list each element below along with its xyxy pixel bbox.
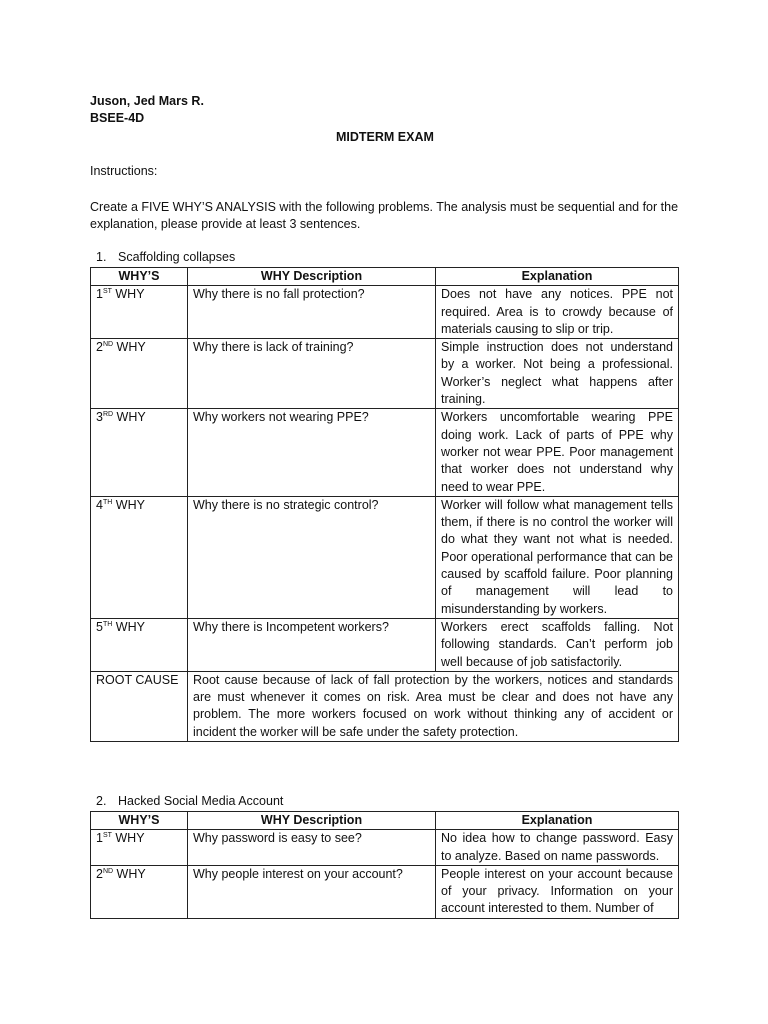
instructions-label: Instructions: [90, 164, 158, 178]
table-row [91, 409, 679, 496]
header-whys: WHY’S [91, 268, 188, 286]
problem-1-heading [96, 250, 235, 264]
table-row [91, 286, 679, 339]
header-why-description: WHY Description [188, 268, 436, 286]
why-description: Why workers not wearing PPE? [188, 409, 436, 496]
why-label: 4TH WHY [91, 496, 188, 618]
why-description: Why people interest on your account? [188, 865, 436, 918]
header-whys: WHY’S [91, 812, 188, 830]
why-description: Why password is easy to see? [188, 830, 436, 866]
student-course: BSEE-4D [90, 111, 145, 125]
problem-2-number: 2. [96, 794, 107, 808]
table-row [91, 339, 679, 409]
why-explanation: Workers uncomfortable wearing PPE doing work. Lack of parts of PPE why worker not wear PPE. Poor management that worker does not understand why need to wear PPE. [436, 409, 679, 496]
why-explanation: Workers erect scaffolds falling. Not following standards. Can’t perform job well because of job satisfactorily. [436, 618, 679, 671]
table-header-row [91, 268, 679, 286]
problem-2-table [90, 811, 679, 919]
header-why-description: WHY Description [188, 812, 436, 830]
root-cause-label: ROOT CAUSE [91, 671, 188, 741]
why-description: Why there is no fall protection? [188, 286, 436, 339]
why-explanation: People interest on your account because of your privacy. Information on your account interested to them. Number of [436, 865, 679, 918]
problem-2-heading [96, 794, 283, 808]
why-label: 2ND WHY [91, 339, 188, 409]
why-label: 3RD WHY [91, 409, 188, 496]
table-row [91, 830, 679, 866]
why-explanation: Simple instruction does not understand by a worker. Not being a professional. Worker’s neglect what happens after training. [436, 339, 679, 409]
why-label: 5TH WHY [91, 618, 188, 671]
problem-1-number: 1. [96, 250, 107, 264]
table-row [91, 618, 679, 671]
student-name: Juson, Jed Mars R. [90, 94, 204, 108]
header-explanation: Explanation [436, 268, 679, 286]
table-row [91, 496, 679, 618]
why-explanation: No idea how to change password. Easy to analyze. Based on name passwords. [436, 830, 679, 866]
why-explanation: Does not have any notices. PPE not required. Area is to crowdy because of materials causing to slip or trip. [436, 286, 679, 339]
root-cause-row [91, 671, 679, 741]
why-description: Why there is Incompetent workers? [188, 618, 436, 671]
table-header-row [91, 812, 679, 830]
instructions-text: Create a FIVE WHY’S ANALYSIS with the following problems. The analysis must be sequential and for the explanation, please provide at least 3 sentences. [90, 200, 679, 231]
why-description: Why there is no strategic control? [188, 496, 436, 618]
why-label: 1ST WHY [91, 286, 188, 339]
problem-1-table [90, 267, 679, 742]
root-cause-text: Root cause because of lack of fall protection by the workers, notices and standards are must whenever it comes on risk. Area must be clear and does not have any problem. The more workers focused on work without thinking any of accident or incident the worker will be safe under the safety protection. [188, 671, 679, 741]
why-label: 1ST WHY [91, 830, 188, 866]
exam-title: MIDTERM EXAM [336, 130, 434, 144]
why-description: Why there is lack of training? [188, 339, 436, 409]
why-explanation: Worker will follow what management tells them, if there is no control the worker will do what they want not what is needed. Poor operational performance that can be caused by scaffold failure. Poor planning of management will lead to misunderstanding by workers. [436, 496, 679, 618]
header-explanation: Explanation [436, 812, 679, 830]
why-label: 2ND WHY [91, 865, 188, 918]
problem-2-title: Hacked Social Media Account [118, 794, 284, 808]
problem-1-title: Scaffolding collapses [118, 250, 236, 264]
table-row [91, 865, 679, 918]
